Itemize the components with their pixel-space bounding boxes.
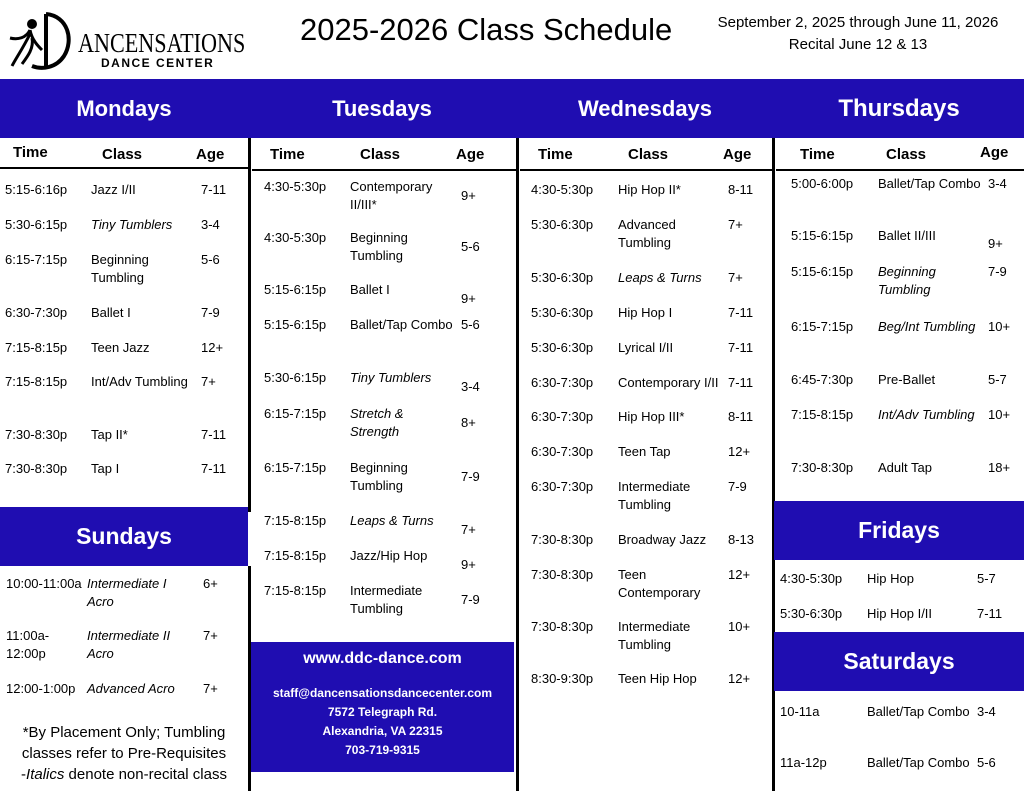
wednesdays-row-time: 7:30-8:30p (531, 619, 594, 634)
thursdays-header (774, 79, 1024, 138)
mondays-row-class: Tiny Tumblers (91, 217, 173, 232)
mondays-header (0, 79, 248, 138)
wednesdays-row-age: 10+ (728, 619, 751, 634)
wednesdays-header (516, 79, 774, 138)
wednesdays-row-time: 6:30-7:30p (531, 479, 594, 494)
tuesdays-row-class: Ballet/Tap Combo (350, 317, 453, 332)
wednesdays-row-time: 5:30-6:30p (531, 305, 594, 320)
wednesdays-row-class: Intermediate Tumbling (618, 619, 691, 652)
schedule-notes (8, 722, 240, 785)
fridays-row-class: Hip Hop (867, 571, 914, 586)
mondays-row-class: Teen Jazz (91, 340, 150, 355)
divider-tue-wed (516, 138, 519, 791)
wednesdays-row-class: Hip Hop I (618, 305, 673, 320)
wednesdays-row-time: 4:30-5:30p (531, 182, 594, 197)
wednesdays-row-class: Intermediate Tumbling (618, 479, 691, 512)
tuesdays-row-time: 5:15-6:15p (264, 317, 327, 332)
sundays-row-class: Advanced Acro (87, 681, 175, 696)
wednesdays-row-time: 7:30-8:30p (531, 532, 594, 547)
tuesdays-row-class: Beginning Tumbling (350, 460, 408, 493)
thu-col-time: Time (800, 146, 835, 163)
mondays-row-class: Jazz I/II (91, 182, 136, 197)
thursdays-row-class: Int/Adv Tumbling (878, 407, 975, 422)
mondays-row-class: Ballet I (91, 305, 131, 320)
tuesdays-row-time: 7:15-8:15p (264, 548, 327, 563)
thursdays-title: Thursdays (838, 94, 960, 122)
tuesdays-row-time: 5:30-6:15p (264, 370, 327, 385)
mondays-row-time: 7:15-8:15p (5, 374, 68, 389)
sundays-row-age: 6+ (203, 576, 218, 591)
wed-col-class: Class (628, 146, 669, 163)
logo-wordmark: ANCENSATIONS (78, 28, 246, 58)
thursdays-row-class: Beg/Int Tumbling (878, 319, 976, 334)
season-dates: September 2, 2025 through June 11, 2026 (717, 14, 999, 31)
wednesdays-row-time: 6:30-7:30p (531, 375, 594, 390)
thursdays-row-class: Ballet/Tap Combo (878, 176, 981, 191)
fridays-row-time: 5:30-6:30p (780, 606, 843, 621)
date-range (700, 12, 1016, 56)
dancer-logo-icon (8, 10, 74, 70)
fridays-row-age: 7-11 (977, 606, 1003, 621)
wednesdays-row-class: Hip Hop III* (618, 409, 685, 424)
thursdays-row-age: 10+ (988, 407, 1011, 422)
tue-col-class: Class (360, 146, 401, 163)
mondays-row-class: Tap I (91, 461, 120, 476)
thursdays-row-time: 5:00-6:00p (791, 176, 854, 191)
mon-col-time: Time (13, 144, 48, 161)
tuesdays-row-class: Leaps & Turns (350, 513, 434, 528)
mondays-row-class: Tap II* (91, 427, 128, 442)
mondays-row-time: 7:30-8:30p (5, 427, 68, 442)
sundays-row-time: 12:00-1:00p (6, 681, 76, 696)
divider-mon-tue (248, 138, 251, 512)
thursdays-row-time: 6:15-7:15p (791, 319, 854, 334)
thursdays-row-age: 10+ (988, 319, 1011, 334)
wednesdays-row-time: 6:30-7:30p (531, 409, 594, 424)
fridays-title: Fridays (858, 517, 940, 543)
tuesdays-row-class: Jazz/Hip Hop (350, 548, 428, 563)
wednesdays-row-age: 12+ (728, 444, 751, 459)
mondays-row-time: 7:30-8:30p (5, 461, 68, 476)
wednesdays-row-age: 7-9 (728, 479, 747, 494)
thursdays-row-time: 6:45-7:30p (791, 372, 854, 387)
thursdays-row-time: 7:15-8:15p (791, 407, 854, 422)
tue-col-age: Age (456, 146, 485, 163)
studio-logo (8, 10, 246, 70)
fridays-row-age: 5-7 (977, 571, 996, 586)
tue-header-rule (252, 169, 516, 171)
thursdays-row-age: 18+ (988, 460, 1011, 475)
tuesdays-title: Tuesdays (332, 95, 432, 121)
wednesdays-row-age: 7-11 (728, 305, 754, 320)
tuesdays-row-age: 8+ (461, 415, 476, 430)
wednesdays-row-time: 8:30-9:30p (531, 671, 594, 686)
tuesdays-row-age: 5-6 (461, 239, 480, 254)
wed-col-age: Age (723, 146, 752, 163)
mondays-row-age: 12+ (201, 340, 224, 355)
tuesdays-row-time: 7:15-8:15p (264, 583, 327, 598)
thursdays-row-class: Beginning Tumbling (878, 264, 936, 297)
mon-col-class: Class (102, 146, 143, 163)
tuesdays-row-age: 7-9 (461, 469, 480, 484)
tuesdays-row-age: 7-9 (461, 592, 480, 607)
mondays-row-time: 7:15-8:15p (5, 340, 68, 355)
mondays-row-time: 5:15-6:16p (5, 182, 68, 197)
wednesdays-row-age: 8-11 (728, 182, 754, 197)
tue-col-time: Time (270, 146, 305, 163)
italics-note-rest: denote non-recital class (64, 766, 227, 783)
saturdays-row-class: Ballet/Tap Combo (867, 704, 970, 719)
wednesdays-row-age: 7-11 (728, 375, 754, 390)
wednesdays-row-class: Hip Hop II* (618, 182, 681, 197)
contact-box (251, 642, 514, 772)
mondays-row-time: 6:30-7:30p (5, 305, 68, 320)
tuesdays-row-age: 3-4 (461, 379, 480, 394)
divider-wed-thu (772, 138, 775, 791)
thu-col-age: Age (980, 144, 1009, 161)
fridays-header (774, 501, 1024, 560)
wednesdays-row-class: Contemporary I/II (618, 375, 719, 390)
thu-col-class: Class (886, 146, 927, 163)
tuesdays-row-time: 6:15-7:15p (264, 460, 327, 475)
saturdays-title: Saturdays (843, 648, 955, 674)
fridays-row-time: 4:30-5:30p (780, 571, 843, 586)
thursdays-row-time: 5:15-6:15p (791, 228, 854, 243)
mondays-row-age: 7+ (201, 374, 216, 389)
mondays-row-age: 7-11 (201, 427, 227, 442)
wednesdays-row-class: Teen Hip Hop (618, 671, 697, 686)
wednesdays-title: Wednesdays (577, 95, 713, 121)
tuesdays-row-class: Stretch & Strength (350, 406, 404, 439)
sundays-row-age: 7+ (203, 681, 218, 696)
tuesdays-row-time: 4:30-5:30p (264, 179, 327, 194)
mon-col-age: Age (196, 146, 225, 163)
saturdays-header (774, 632, 1024, 691)
phone-number[interactable]: 703-719-9315 (345, 743, 420, 757)
street-address: 7572 Telegraph Rd. (327, 705, 438, 719)
wednesdays-row-age: 7+ (728, 270, 743, 285)
sundays-title: Sundays (76, 523, 172, 549)
fridays-row-class: Hip Hop I/II (867, 606, 933, 621)
mondays-row-age: 7-11 (201, 182, 227, 197)
email-link[interactable]: staff@dancensationsdancecenter.com (272, 686, 493, 700)
tuesdays-row-age: 9+ (461, 557, 476, 572)
tuesdays-row-time: 7:15-8:15p (264, 513, 327, 528)
italics-note (8, 764, 240, 785)
tuesdays-row-age: 7+ (461, 522, 476, 537)
thursdays-row-class: Adult Tap (878, 460, 932, 475)
mon-header-rule (0, 167, 248, 169)
mondays-row-time: 6:15-7:15p (5, 252, 68, 267)
tuesdays-row-class: Beginning Tumbling (350, 230, 408, 263)
wednesdays-row-time: 5:30-6:30p (531, 340, 594, 355)
sundays-row-class: Intermediate I Acro (87, 576, 167, 609)
placement-note: *By Placement Only; Tumbling classes refer to Pre-Requisites (21, 724, 227, 762)
tuesdays-row-age: 9+ (461, 188, 476, 203)
sundays-row-time: 11:00a-12:00p (6, 628, 50, 661)
wednesdays-row-time: 5:30-6:30p (531, 217, 594, 232)
recital-dates: Recital June 12 & 13 (788, 36, 928, 53)
saturdays-row-age: 5-6 (977, 755, 996, 770)
mondays-row-age: 3-4 (201, 217, 220, 232)
sundays-row-time: 10:00-11:00a (6, 576, 82, 591)
thursdays-row-age: 9+ (988, 236, 1003, 251)
sundays-row-age: 7+ (203, 628, 218, 643)
italics-note-keyword: Italics (26, 766, 65, 783)
wednesdays-row-age: 7+ (728, 217, 743, 232)
thursdays-row-age: 5-7 (988, 372, 1007, 387)
wednesdays-row-age: 12+ (728, 671, 751, 686)
thursdays-row-time: 5:15-6:15p (791, 264, 854, 279)
mondays-row-age: 7-9 (201, 305, 220, 320)
mondays-row-age: 7-11 (201, 461, 227, 476)
italics-note-prefix: - (21, 766, 27, 783)
tuesdays-row-class: Tiny Tumblers (350, 370, 432, 385)
tuesdays-row-class: Contemporary II/III* (350, 179, 433, 212)
wednesdays-row-class: Broadway Jazz (618, 532, 707, 547)
tuesdays-row-class: Ballet I (350, 282, 390, 297)
thursdays-row-age: 3-4 (988, 176, 1007, 191)
wednesdays-row-class: Teen Tap (618, 444, 671, 459)
wed-col-time: Time (538, 146, 573, 163)
website-link[interactable]: www.ddc-dance.com (303, 650, 462, 667)
wednesdays-row-time: 6:30-7:30p (531, 444, 594, 459)
mondays-row-time: 5:30-6:15p (5, 217, 68, 232)
city-address: Alexandria, VA 22315 (322, 724, 443, 738)
saturdays-row-age: 3-4 (977, 704, 996, 719)
mondays-title: Mondays (76, 95, 172, 121)
tuesdays-row-age: 9+ (461, 291, 476, 306)
tuesdays-row-age: 5-6 (461, 317, 480, 332)
wednesdays-row-class: Advanced Tumbling (618, 217, 676, 250)
thursdays-row-time: 7:30-8:30p (791, 460, 854, 475)
wednesdays-row-age: 12+ (728, 567, 751, 582)
logo-subtitle: DANCE CENTER (101, 56, 215, 70)
wednesdays-row-class: Teen Contemporary (618, 567, 701, 600)
wednesdays-row-age: 8-11 (728, 409, 754, 424)
wednesdays-row-time: 5:30-6:30p (531, 270, 594, 285)
wed-header-rule (520, 169, 774, 171)
sundays-row-class: Intermediate II Acro (87, 628, 171, 661)
tuesdays-row-class: Intermediate Tumbling (350, 583, 423, 616)
wednesdays-row-class: Lyrical I/II (618, 340, 674, 355)
tuesdays-header (248, 79, 516, 138)
mondays-row-class: Beginning Tumbling (91, 252, 149, 285)
page-title: 2025-2026 Class Schedule (300, 12, 673, 47)
sundays-header (0, 507, 248, 566)
saturdays-row-class: Ballet/Tap Combo (867, 755, 970, 770)
mondays-row-class: Int/Adv Tumbling (91, 374, 188, 389)
saturdays-row-time: 11a-12p (780, 755, 827, 770)
thu-header-rule (776, 169, 1024, 171)
thursdays-row-class: Ballet II/III (878, 228, 936, 243)
thursdays-row-class: Pre-Ballet (878, 372, 936, 387)
wednesdays-row-age: 7-11 (728, 340, 754, 355)
tuesdays-row-time: 4:30-5:30p (264, 230, 327, 245)
wednesdays-row-age: 8-13 (728, 532, 755, 547)
wednesdays-row-time: 7:30-8:30p (531, 567, 594, 582)
tuesdays-row-time: 6:15-7:15p (264, 406, 327, 421)
tuesdays-row-time: 5:15-6:15p (264, 282, 327, 297)
mondays-row-age: 5-6 (201, 252, 220, 267)
wednesdays-row-class: Leaps & Turns (618, 270, 702, 285)
saturdays-row-time: 10-11a (780, 704, 820, 719)
thursdays-row-age: 7-9 (988, 264, 1007, 279)
